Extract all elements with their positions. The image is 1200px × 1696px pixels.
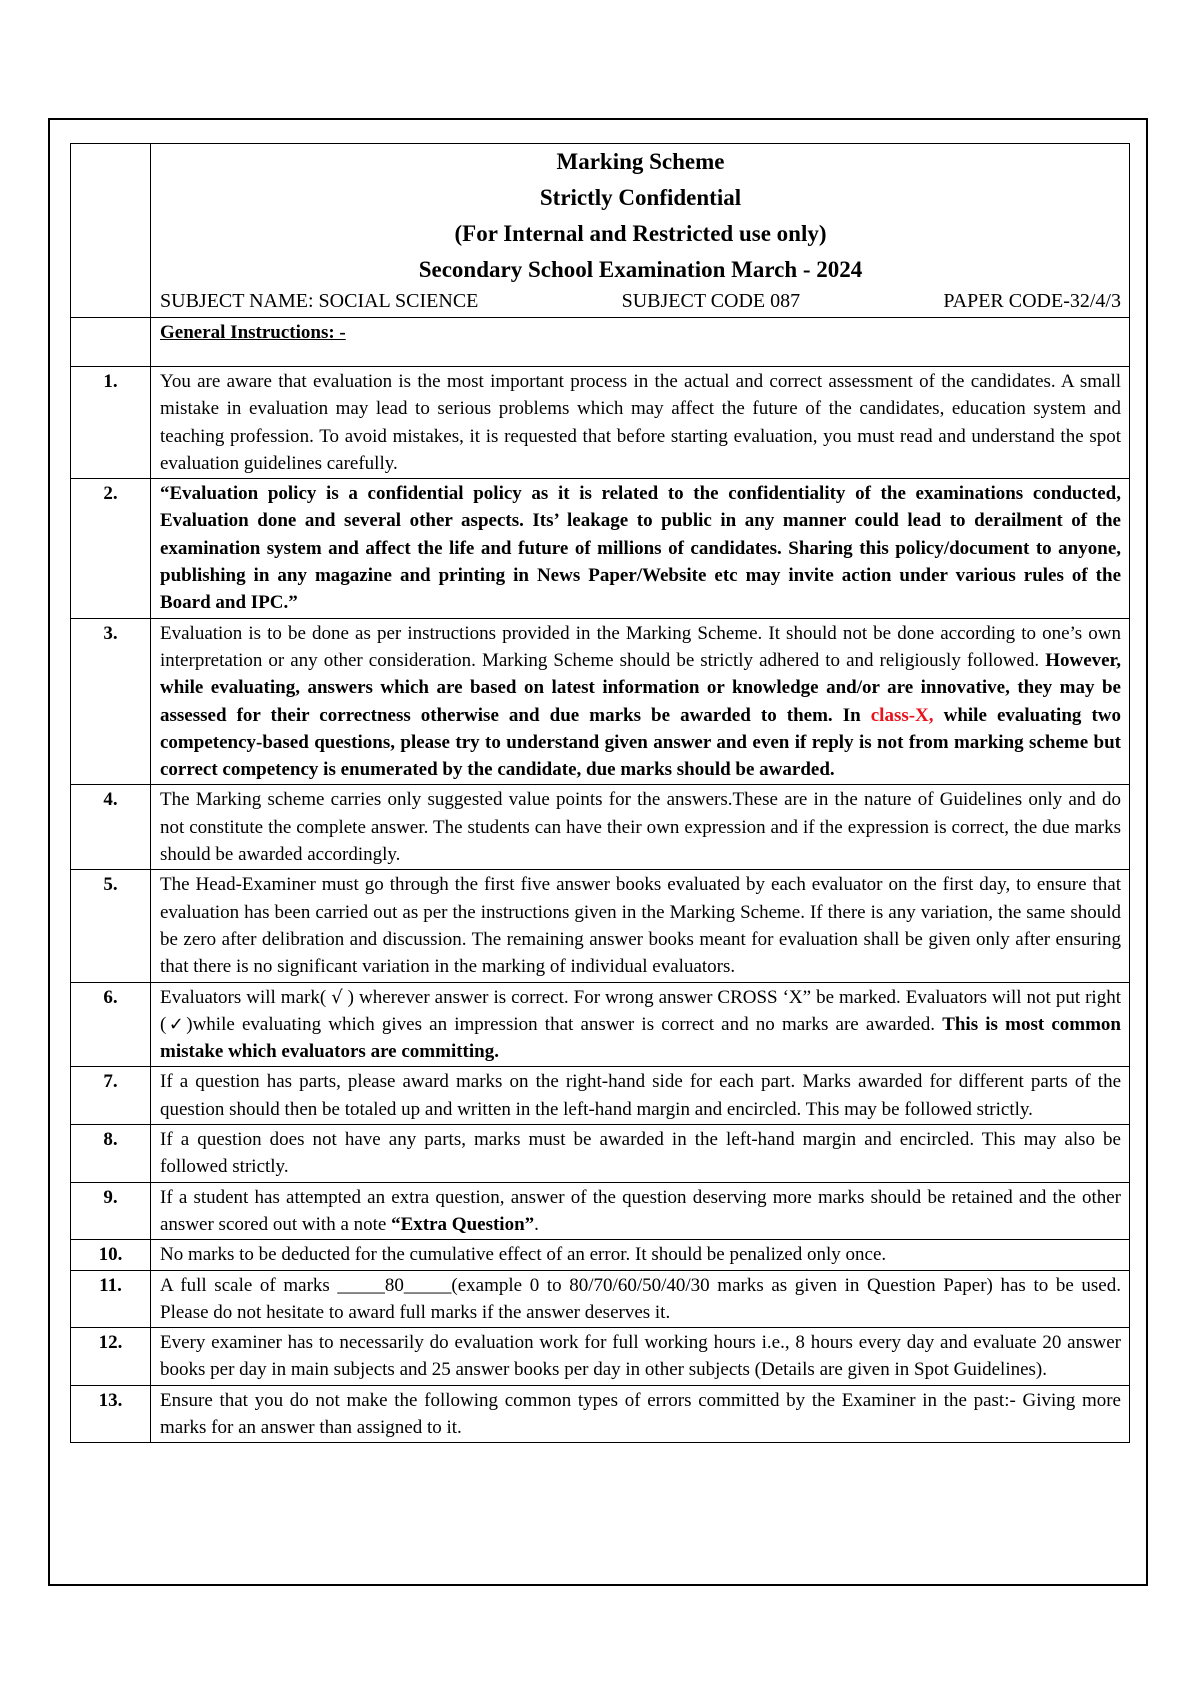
instruction-text: You are aware that evaluation is the most important process in the actual and correct assessment of the candidates. A small mistake in evaluation may lead to serious problems which may affect the future of the candidates, education system and teaching profession. To avoid mistakes, it is requested that before starting evaluation, you must read and understand the spot evaluation guidelines carefully. [151,367,1130,479]
paper-code: PAPER CODE-32/4/3 [943,290,1121,312]
subject-name: SUBJECT NAME: SOCIAL SCIENCE [160,290,479,312]
header-row [71,144,1130,318]
header-confidential: Strictly Confidential [539,185,742,210]
general-instructions-row [71,318,1130,367]
instruction-text-part: )while evaluating which gives an impression that answer is correct and no marks are awarded. [186,1013,943,1035]
instruction-row [71,870,1130,982]
instruction-row [71,1270,1130,1328]
instruction-text: Every examiner has to necessarily do evaluation work for full working hours i.e., 8 hours every day and evaluate 20 answer books per day in main subjects and 25 answer books per day in other subjects (Details are given in Spot Guidelines). [151,1328,1130,1386]
instruction-number: 3. [71,618,151,785]
instruction-text: A full scale of marks _____80_____(example 0 to 80/70/60/50/40/30 marks as given in Question Paper) has to be used. Please do not hesitate to award full marks if the answer deserves it. [151,1270,1130,1328]
instruction-text [151,1182,1130,1240]
instruction-number: 10. [71,1240,151,1270]
instruction-text-part: . [534,1213,539,1235]
class-x-highlight: class-X, [870,704,934,726]
instruction-text-bold: However, while evaluating, answers which are based on latest information or knowledge and/or are innovative, they may be assessed for their correctness otherwise and due marks be awarded to them. In [160,649,1121,726]
marking-scheme-table [70,143,1130,1443]
extra-question-note: “Extra Question” [391,1213,535,1235]
instruction-number: 4. [71,785,151,870]
instruction-row [71,1125,1130,1183]
instruction-row [71,1182,1130,1240]
instruction-row [71,1385,1130,1443]
instruction-text-part: ) wherever answer is correct. For wrong answer CROSS ‘X” be marked. Evaluators will not put right ( [160,986,1121,1035]
instruction-number: 2. [71,479,151,618]
instruction-row [71,1328,1130,1386]
instruction-number: 5. [71,870,151,982]
gi-cell [151,318,1130,367]
instruction-text: “Evaluation policy is a confidential policy as it is related to the confidentiality of the examinations conducted, Evaluation done and several other aspects. Its’ leakage to public in any manner could lead to derailment of the examination system and affect the life and future of millions of candidates. Sharing this policy/document to anyone, publishing in any magazine and printing in News Paper/Website etc may invite action under various rules of the Board and IPC.” [151,479,1130,618]
instruction-text-bold: while evaluating two competency-based questions, please try to understand given answer and even if reply is not from marking scheme but correct competency is enumerated by the candidate, due marks should be awarded. [160,704,1121,781]
document-header [160,144,1121,288]
instruction-row [71,479,1130,618]
instruction-number: 11. [71,1270,151,1328]
general-instructions-heading: General Instructions: - [160,322,346,343]
header-cell [151,144,1130,318]
header-exam: Secondary School Examination March - 2024 [418,257,863,282]
subject-line [160,288,1121,316]
header-restricted: (For Internal and Restricted use only) [454,221,827,246]
instruction-number: 13. [71,1385,151,1443]
header-empty-cell [71,144,151,318]
instruction-row [71,618,1130,785]
instruction-text: Ensure that you do not make the following common types of errors committed by the Examiner in the past:- Giving more marks for an answer than assigned to it. [151,1385,1130,1443]
instruction-number: 8. [71,1125,151,1183]
checkmark-icon: ✓ [166,1013,187,1035]
instruction-row [71,1067,1130,1125]
square-root-tick-icon: √ [331,986,343,1008]
instruction-number: 1. [71,367,151,479]
instruction-row [71,785,1130,870]
instruction-number: 7. [71,1067,151,1125]
instruction-row [71,982,1130,1067]
instruction-text: If a question has parts, please award marks on the right-hand side for each part. Marks awarded for different parts of the question should then be totaled up and written in the left-hand margin and encircled. This may be followed strictly. [151,1067,1130,1125]
instruction-number: 12. [71,1328,151,1386]
instruction-text: No marks to be deducted for the cumulative effect of an error. It should be penalized only once. [151,1240,1130,1270]
instruction-row [71,367,1130,479]
instruction-row [71,1240,1130,1270]
gi-empty-cell [71,318,151,367]
instruction-text [151,982,1130,1067]
instruction-text: The Marking scheme carries only suggested value points for the answers.These are in the nature of Guidelines only and do not constitute the complete answer. The students can have their own expression and if the expression is correct, the due marks should be awarded accordingly. [151,785,1130,870]
subject-code: SUBJECT CODE 087 [621,290,801,312]
instruction-text-part: Evaluators will mark( [160,986,332,1008]
instruction-text-part: If a student has attempted an extra question, answer of the question deserving more marks should be retained and the other answer scored out with a note [160,1186,1121,1235]
instruction-text-part: Evaluation is to be done as per instructions provided in the Marking Scheme. It should not be done according to one’s own interpretation or any other consideration. Marking Scheme should be strictly adhered to and religiously followed. [160,622,1121,671]
instruction-number: 6. [71,982,151,1067]
instruction-text: If a question does not have any parts, marks must be awarded in the left-hand margin and encircled. This may also be followed strictly. [151,1125,1130,1183]
instruction-number: 9. [71,1182,151,1240]
instruction-text-bold: This is most common mistake which evaluators are committing. [160,1013,1121,1063]
header-title: Marking Scheme [556,149,725,174]
instruction-text: The Head-Examiner must go through the first five answer books evaluated by each evaluator on the first day, to ensure that evaluation has been carried out as per the instructions given in the Marking Scheme. If there is any variation, the same should be zero after delibration and discussion. The remaining answer books meant for evaluation shall be given only after ensuring that there is no significant variation in the marking of individual evaluators. [151,870,1130,982]
instruction-text [151,618,1130,785]
